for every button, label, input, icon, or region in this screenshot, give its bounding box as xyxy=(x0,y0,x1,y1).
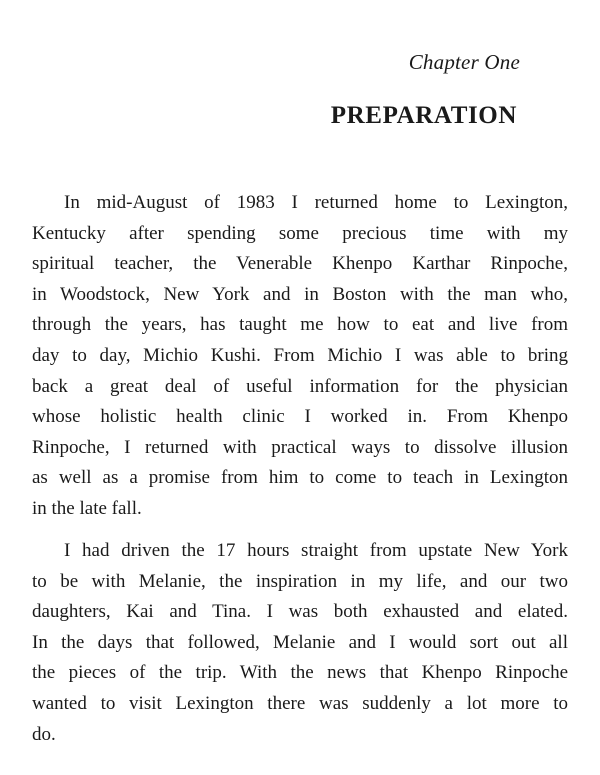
paragraph-line: daughters, Kai and Tina. I was both exhausted and elated. xyxy=(32,601,568,623)
chapter-label: Chapter One xyxy=(408,50,520,74)
paragraph-line: through the years, has taught me how to eat and live from xyxy=(32,314,568,336)
paragraph-2 xyxy=(32,536,568,750)
paragraph-line: back a great deal of useful information for the physician xyxy=(32,375,568,397)
paragraph-line: do. xyxy=(32,723,56,745)
paragraph-line: in Woodstock, New York and in Boston with the man who, xyxy=(32,283,568,305)
paragraph-line: whose holistic health clinic I worked in. From Khenpo xyxy=(32,406,568,428)
paragraph-line: Kentucky after spending some precious time with my xyxy=(32,222,568,244)
paragraph-line: as well as a promise from him to come to teach in Lexington xyxy=(32,467,568,489)
paragraph-line: to be with Melanie, the inspiration in my life, and our two xyxy=(32,570,568,592)
paragraph-line: wanted to visit Lexington there was suddenly a lot more to xyxy=(32,692,568,714)
paragraph-line: the pieces of the trip. With the news that Khenpo Rinpoche xyxy=(32,662,568,684)
paragraph-line: In mid-August of 1983 I returned home to Lexington, xyxy=(64,192,568,213)
paragraph-line: I had driven the 17 hours straight from upstate New York xyxy=(64,540,568,561)
paragraph-line: spiritual teacher, the Venerable Khenpo Karthar Rinpoche, xyxy=(32,253,568,275)
paragraph-1 xyxy=(32,188,568,525)
chapter-title: PREPARATION xyxy=(330,102,517,129)
paragraph-line: day to day, Michio Kushi. From Michio I was able to bring xyxy=(32,344,568,366)
paragraph-line: In the days that followed, Melanie and I would sort out all xyxy=(32,631,568,653)
paragraph-line: Rinpoche, I returned with practical ways to dissolve illusion xyxy=(32,436,568,458)
paragraph-line: in the late fall. xyxy=(32,497,142,519)
